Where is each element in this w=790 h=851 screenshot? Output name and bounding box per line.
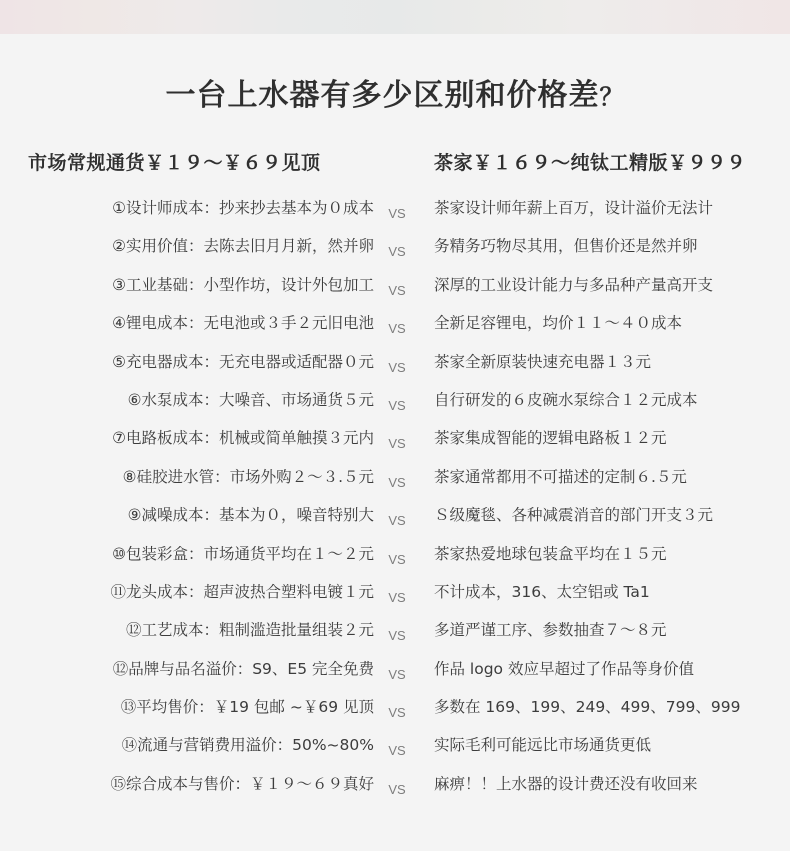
vs-label: VS: [388, 666, 406, 682]
left-row: ②实用价值：去陈去旧月月新，然并卵: [112, 237, 374, 256]
right-row: 茶家热爱地球包装盒平均在１５元: [434, 544, 667, 563]
vs-label: VS: [388, 628, 406, 644]
left-row: ⑦电路板成本：机械或简单触摸３元内: [112, 429, 374, 448]
vs-label: VS: [388, 513, 406, 529]
right-row: 麻痹！！上水器的设计费还没有收回来: [434, 774, 698, 793]
vs-label: VS: [388, 321, 406, 337]
left-row: ④锂电成本：无电池或３手２元旧电池: [112, 314, 374, 333]
left-row: ⑨减噪成本：基本为０，噪音特别大: [127, 506, 374, 525]
left-row: ①设计师成本：抄来抄去基本为０成本: [112, 199, 374, 217]
left-row: ⑧硅胶进水管：市场外购２～３.５元: [122, 467, 374, 486]
left-row: ③工业基础：小型作坊，设计外包加工: [112, 275, 374, 294]
left-row: ⑤充电器成本：无充电器或适配器０元: [112, 352, 374, 371]
right-row: 茶家全新原装快速充电器１３元: [434, 352, 652, 371]
left-row: ⑥水泵成本：大噪音、市场通货５元: [127, 390, 374, 409]
right-row: 不计成本，316、太空铝或 Ta1: [434, 582, 650, 601]
page-title: [0, 78, 790, 114]
vs-label: VS: [388, 474, 406, 490]
right-column-header: 茶家￥１６９～纯钛工精版￥９９９: [434, 152, 747, 174]
left-row: ⑫工艺成本：粗制滥造批量组装２元: [125, 621, 374, 640]
left-row: ⑫品牌与品名溢价：S9、E5 完全免费: [112, 659, 374, 678]
right-row: Ｓ级魔毯、各种减震消音的部门开支３元: [434, 506, 714, 525]
vs-label: VS: [388, 244, 406, 260]
left-row: ⑮综合成本与售价：￥１９～６９真好: [110, 774, 374, 793]
vs-label: VS: [388, 282, 406, 298]
vs-label: VS: [388, 589, 406, 605]
right-row: 作品 logo 效应早超过了作品等身价值: [434, 659, 694, 678]
right-row: 深厚的工业设计能力与多品种产量高开支: [434, 275, 714, 294]
infographic-page: [0, 34, 790, 851]
vs-label: VS: [388, 397, 406, 413]
right-row: 多道严谨工序、参数抽查７～８元: [434, 621, 667, 640]
right-row: 全新足容锂电，均价１１～４０成本: [434, 314, 683, 333]
vs-column: [374, 148, 420, 809]
vs-label: VS: [388, 206, 406, 221]
right-row: 茶家设计师年薪上百万，设计溢价无法计: [434, 199, 714, 217]
right-row: 自行研发的６皮碗水泵综合１２元成本: [434, 390, 698, 409]
comparison-table: [0, 148, 790, 809]
vs-label: VS: [388, 551, 406, 567]
decorative-top-band: [0, 0, 790, 34]
left-row: ⑩包装彩盒：市场通货平均在１～２元: [112, 544, 374, 563]
page-title-text: 一台上水器有多少区别和价格差: [165, 78, 600, 113]
left-column-header: 市场常规通货￥１９～￥６９见顶: [28, 152, 321, 174]
left-column: [28, 148, 374, 809]
vs-label: VS: [388, 743, 406, 759]
left-row: ⑬平均售价：￥19 包邮 ~￥69 见顶: [120, 698, 374, 717]
vs-label: VS: [388, 781, 406, 797]
right-column: [420, 148, 766, 809]
vs-label: VS: [388, 359, 406, 375]
vs-label: VS: [388, 705, 406, 721]
vs-label: VS: [388, 436, 406, 452]
left-row: ⑭流通与营销费用溢价：50%~80%: [121, 736, 374, 755]
left-row: ⑪龙头成本：超声波热合塑料电镀１元: [110, 582, 374, 601]
right-row: 实际毛利可能远比市场通货更低: [434, 736, 652, 755]
right-row: 茶家通常都用不可描述的定制６.５元: [434, 467, 687, 486]
right-row: 茶家集成智能的逻辑电路板１２元: [434, 429, 667, 448]
right-row: 务精务巧物尽其用，但售价还是然并卵: [434, 237, 698, 256]
right-row: 多数在 169、199、249、499、799、999: [434, 698, 741, 717]
page-title-question-mark: ？: [599, 83, 625, 111]
